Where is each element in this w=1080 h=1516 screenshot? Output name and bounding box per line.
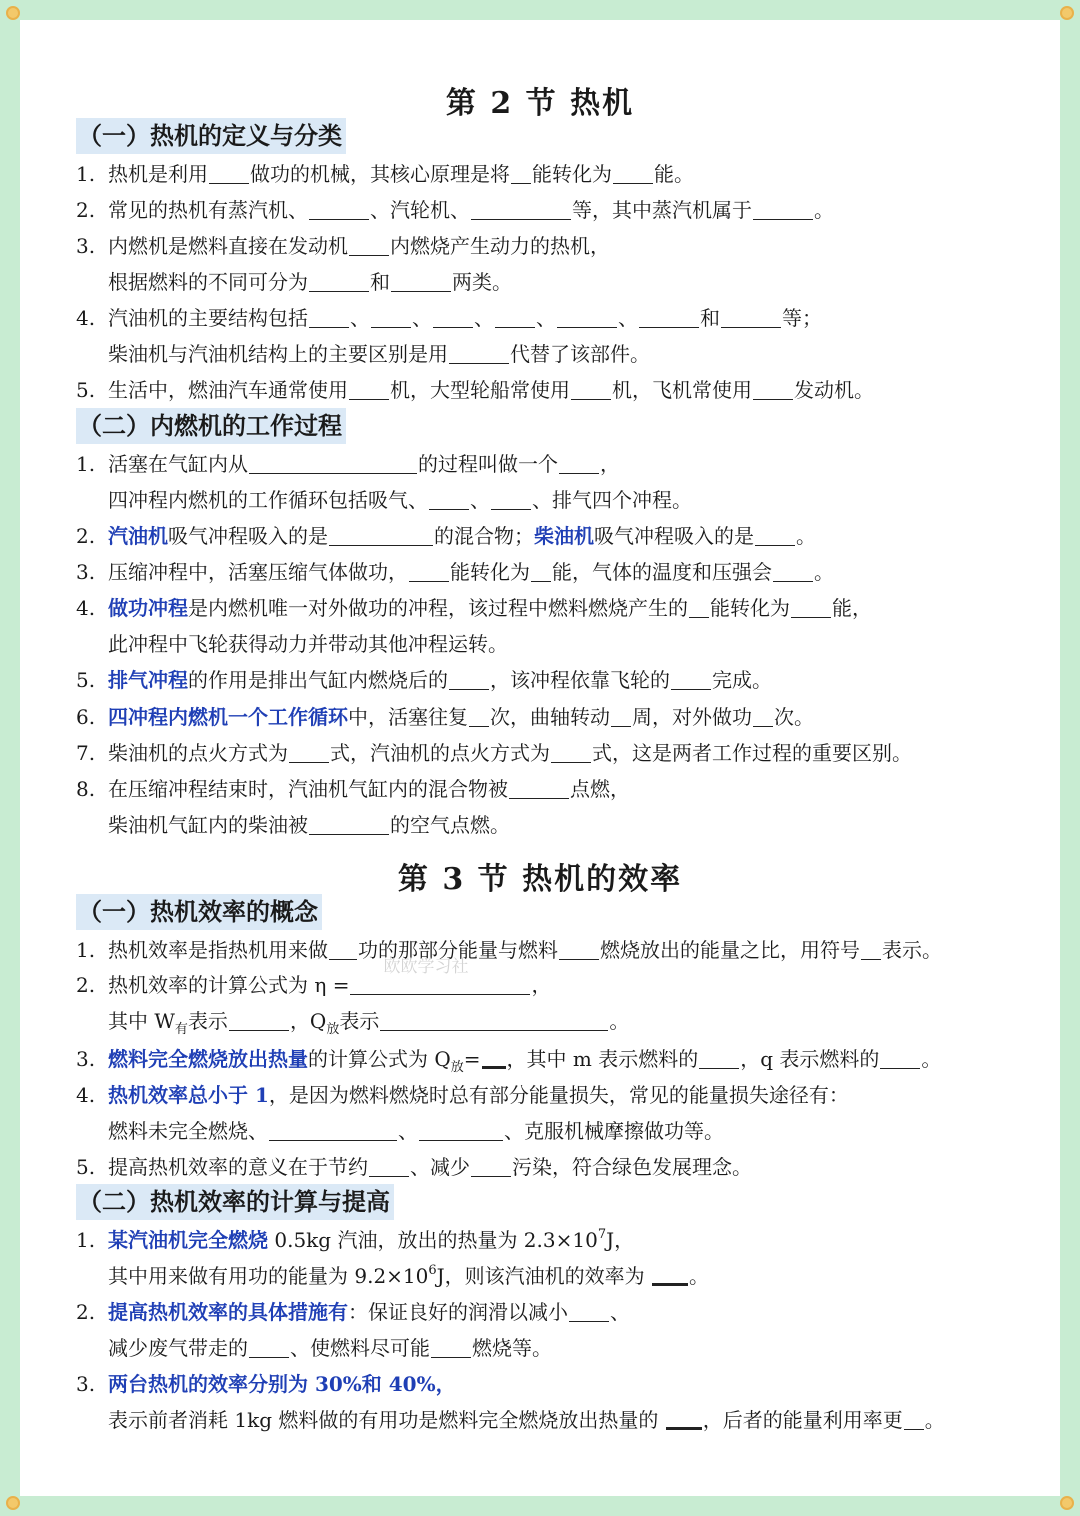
corner-dot-bottom-left	[6, 1496, 20, 1510]
answer-blank[interactable]	[491, 489, 531, 510]
answer-blank[interactable]	[611, 706, 631, 727]
watermark: 欧欧学习社	[383, 957, 469, 977]
question-line-continued: 此冲程中飞轮获得动力并带动其他冲程运转。	[108, 632, 508, 656]
answer-blank[interactable]	[471, 1156, 511, 1177]
answer-blank[interactable]	[613, 163, 653, 184]
question-line: 3. 压缩冲程中，活塞压缩气体做功， 能转化为 能，气体的温度和压强会 。	[76, 560, 834, 584]
answer-blank[interactable]	[904, 1409, 924, 1430]
section-2-part-2-heading: （二）内燃机的工作过程	[76, 408, 346, 444]
answer-blank[interactable]	[409, 561, 449, 582]
answer-blank[interactable]	[531, 561, 551, 582]
answer-blank[interactable]	[329, 939, 357, 960]
answer-blank[interactable]	[689, 597, 709, 618]
question-line: 2. 热机效率的计算公式为 η = ，	[76, 973, 552, 997]
answer-blank[interactable]	[753, 199, 813, 220]
answer-blank[interactable]	[511, 163, 531, 184]
answer-blank[interactable]	[309, 307, 349, 328]
question-line-continued: 其中 $W_有$表示 ，$Q_放$表示 。	[108, 1009, 630, 1037]
question-line: 5. 生活中，燃油汽车通常使用 机，大型轮船常使用 机，飞机常使用 发动机。	[76, 378, 874, 402]
corner-dot-top-right	[1060, 6, 1074, 20]
answer-blank[interactable]	[569, 1301, 609, 1322]
answer-blank[interactable]	[433, 307, 473, 328]
answer-blank[interactable]	[699, 1048, 739, 1069]
answer-blank[interactable]	[861, 939, 881, 960]
answer-blank[interactable]	[721, 307, 781, 328]
answer-blank[interactable]	[209, 163, 249, 184]
answer-blank[interactable]	[431, 1337, 471, 1358]
section-2-title: 第 2 节 热机	[445, 86, 635, 121]
answer-blank[interactable]	[509, 778, 569, 799]
question-line: 3. 两台热机的效率分别为 30%和 40%，	[76, 1372, 456, 1396]
answer-blank[interactable]	[571, 379, 611, 400]
section-3-part-1-heading: （一）热机效率的概念	[76, 894, 322, 930]
answer-blank[interactable]	[880, 1048, 920, 1069]
answer-blank[interactable]	[791, 597, 831, 618]
answer-blank[interactable]	[449, 669, 489, 690]
answer-blank[interactable]	[249, 1337, 289, 1358]
corner-dot-top-left	[6, 6, 20, 20]
answer-blank[interactable]	[309, 271, 369, 292]
answer-blank[interactable]	[557, 307, 617, 328]
question-line: 3. 内燃机是燃料直接在发动机 内燃烧产生动力的热机，	[76, 234, 610, 258]
answer-blank[interactable]	[755, 525, 795, 546]
answer-blank[interactable]	[309, 199, 369, 220]
answer-blank[interactable]	[380, 1010, 608, 1031]
answer-blank[interactable]	[419, 1120, 503, 1141]
answer-blank[interactable]	[391, 271, 451, 292]
answer-blank[interactable]	[369, 1156, 409, 1177]
question-line-continued: 柴油机气缸内的柴油被 的空气点燃。	[108, 813, 510, 837]
answer-blank[interactable]	[482, 1046, 506, 1069]
answer-blank[interactable]	[551, 742, 591, 763]
answer-blank[interactable]	[269, 1120, 397, 1141]
answer-blank[interactable]	[671, 669, 711, 690]
answer-blank[interactable]	[469, 706, 489, 727]
question-line-continued: 表示前者消耗 1kg 燃料做的有用功是燃料完全燃烧放出热量的 ，后者的能量利用率更 。	[108, 1408, 945, 1432]
question-line: 4. 热机效率总小于 1，是因为燃料燃烧时总有部分能量损失，常见的能量损失途径有：	[76, 1083, 849, 1107]
question-line: 3. 燃料完全燃烧放出热量的计算公式为 $Q_放=$ ，其中 m 表示燃料的 ，q 表示燃料的 。	[76, 1047, 942, 1075]
answer-blank[interactable]	[773, 561, 813, 582]
answer-blank[interactable]	[349, 235, 389, 256]
question-line: 4. 汽油机的主要结构包括 、 、 、 、 、 和 等；	[76, 306, 822, 330]
answer-blank[interactable]	[495, 307, 535, 328]
answer-blank[interactable]	[639, 307, 699, 328]
question-line-continued: 根据燃料的不同可分为 和 两类。	[108, 270, 512, 294]
question-line-continued: 燃料未完全燃烧、 、 、克服机械摩擦做功等。	[108, 1119, 724, 1143]
question-line-continued: 柴油机与汽油机结构上的主要区别是用 代替了该部件。	[108, 342, 650, 366]
question-line: 8. 在压缩冲程结束时，汽油机气缸内的混合物被 点燃，	[76, 777, 630, 801]
answer-blank[interactable]	[559, 453, 599, 474]
answer-blank[interactable]	[349, 379, 389, 400]
question-line: 7. 柴油机的点火方式为 式，汽油机的点火方式为 式，这是两者工作过程的重要区别。	[76, 741, 912, 765]
answer-blank[interactable]	[559, 939, 599, 960]
answer-blank[interactable]	[429, 489, 469, 510]
question-line: 1. 热机效率是指热机用来做 功的那部分能量与燃料 燃烧放出的能量之比，用符号 表示。	[76, 938, 942, 962]
answer-blank[interactable]	[329, 525, 433, 546]
answer-blank[interactable]	[666, 1407, 702, 1430]
answer-blank[interactable]	[471, 199, 571, 220]
answer-blank[interactable]	[753, 379, 793, 400]
question-line: 6. 四冲程内燃机一个工作循环中，活塞往复 次，曲轴转动 周，对外做功 次。	[76, 705, 814, 729]
section-2-part-1-heading: （一）热机的定义与分类	[76, 118, 346, 154]
question-line: 1. 热机是利用 做功的机械，其核心原理是将 能转化为 能。	[76, 162, 694, 186]
answer-blank[interactable]	[229, 1010, 289, 1031]
answer-blank[interactable]	[289, 742, 329, 763]
question-line: 2. 汽油机吸气冲程吸入的是 的混合物；柴油机吸气冲程吸入的是 。	[76, 524, 816, 548]
question-line-continued: 减少废气带走的 、使燃料尽可能 燃烧等。	[108, 1336, 552, 1360]
question-line: 1. 活塞在气缸内从 的过程叫做一个 ，	[76, 452, 620, 476]
question-line: 1. 某汽油机完全燃烧 0.5kg 汽油，放出的热量为 $2.3\times 10^7J$，	[76, 1227, 635, 1252]
answer-blank[interactable]	[753, 706, 773, 727]
question-line: 5. 排气冲程的作用是排出气缸内燃烧后的 ，该冲程依靠飞轮的 完成。	[76, 668, 772, 692]
answer-blank[interactable]	[371, 307, 411, 328]
section-3-part-2-heading: （二）热机效率的计算与提高	[76, 1184, 394, 1220]
section-3-title: 第 3 节 热机的效率	[397, 862, 683, 897]
worksheet-paper	[20, 20, 1060, 1496]
answer-blank[interactable]	[309, 814, 389, 835]
corner-dot-bottom-right	[1060, 1496, 1074, 1510]
answer-blank[interactable]	[249, 453, 417, 474]
question-line-continued: 其中用来做有用功的能量为 $9.2\times 10^6J$，则该汽油机的效率为 。	[108, 1263, 710, 1288]
question-line: 2. 提高热机效率的具体措施有：保证良好的润滑以减小 、	[76, 1300, 630, 1324]
answer-blank[interactable]	[449, 343, 509, 364]
answer-blank[interactable]	[652, 1263, 688, 1286]
question-line-continued: 四冲程内燃机的工作循环包括吸气、 、 、排气四个冲程。	[108, 488, 692, 512]
question-line: 2. 常见的热机有蒸汽机、 、汽轮机、 等，其中蒸汽机属于 。	[76, 198, 834, 222]
question-line: 5. 提高热机效率的意义在于节约 、减少 污染，符合绿色发展理念。	[76, 1155, 752, 1179]
question-line: 4. 做功冲程是内燃机唯一对外做功的冲程，该过程中燃料燃烧产生的 能转化为 能，	[76, 596, 872, 620]
